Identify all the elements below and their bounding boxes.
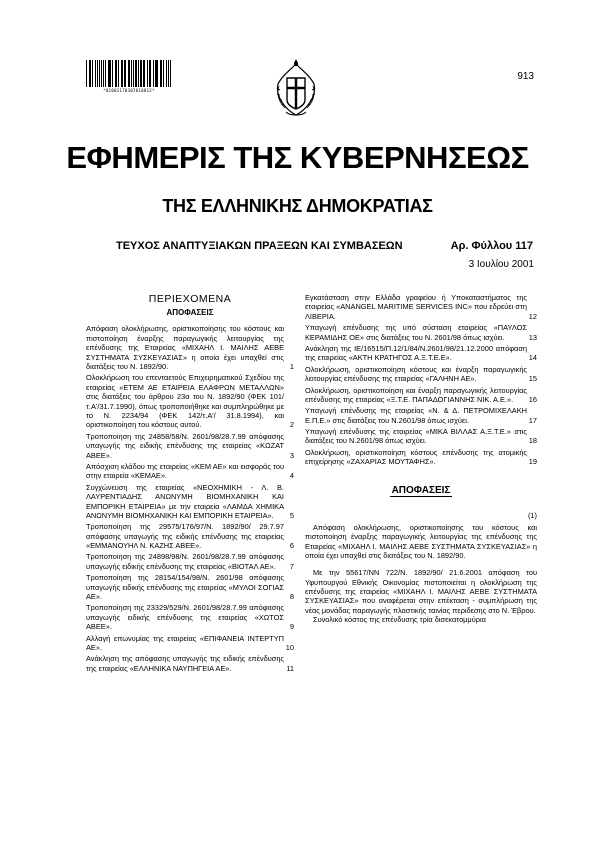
toc-entry-text: Τροποποίηση της 23329/529/Ν. 2601/98/28.7.99 απόφασης υπαγωγής ειδικής επένδυσης της εταιρείας «ΧΩΤΟΣ ΑΒΕΕ». [86, 603, 284, 632]
toc-entry-text: Εγκατάσταση στην Ελλάδα γραφείου ή Υποκαταστήματος της εταιρείας «ANANGEL MARITIME SERVICES INC» που εδρεύει στη ΛΙΒΕΡΙΑ. [305, 293, 527, 321]
barcode-text: *01001170307010012* [103, 88, 155, 93]
toc-entry-page: 17 [528, 415, 537, 425]
toc-entry [86, 654, 294, 673]
toc-entry-text: Τροποποίηση της 28154/154/98/Ν. 2601/98 απόφασης υπαγωγής ειδικής επένδυσης της εταιρείας «ΜΥΛΟΙ ΣΟΓΙΑΣ ΑΕ». [86, 573, 284, 602]
barcode-bar [109, 60, 111, 87]
toc-entry [86, 573, 294, 601]
barcode-bar [118, 60, 119, 87]
barcode-bar [143, 60, 144, 87]
toc-entry [305, 323, 537, 342]
toc-entry-page: 7 [289, 561, 294, 571]
barcode-bar [156, 60, 158, 87]
toc-entry-page: 19 [528, 457, 537, 467]
barcode-bar [128, 60, 129, 87]
barcode-bar [153, 60, 154, 87]
toc-entry-page: 5 [289, 510, 294, 520]
toc-heading: ΠΕΡΙΕΧΟΜΕΝΑ [148, 293, 232, 305]
toc-entry-page: 10 [285, 642, 294, 652]
barcode-bar [116, 60, 117, 87]
barcode-bar [144, 60, 145, 87]
barcode-bar [103, 60, 104, 87]
barcode-bar [90, 60, 91, 87]
toc-entry-text: Απόφαση ολοκλήρωσης, οριστικοποίησης του κόστους και πιστοποίηση έναρξης παραγωγικής λειτουργίας της επένδυσης της Εταιρείας «ΜΙΧΑΗΛ Ι. ΜΑΙΛΗΣ ΑΕΒΕ ΣΥΣΤΗΜΑΤΑ ΣΥΣΚΕΥΑΣΙΑΣ» η οποία έχει υπαχθεί στις διατάξεις του Ν. 1892/90. [86, 324, 284, 372]
toc-entry-text: Απόσχιση κλάδου της εταιρείας «ΚΕΜ ΑΕ» και εισφοράς του στην εταιρεία «ΚΕΜΑΕ». [86, 461, 284, 481]
barcode-bar [86, 60, 87, 87]
toc-entry-page: 2 [289, 420, 294, 430]
toc-entry-page: 14 [528, 353, 537, 363]
toc-entry-text: Τροποποίηση της 24898/98/Ν. 2601/98/28.7.99 απόφασης υπαγωγής ειδικής επένδυσης της εταιρείας «ΒΙΟΤΑΛ ΑΕ». [86, 552, 284, 571]
toc-entry-page: 12 [528, 311, 537, 321]
toc-entry [86, 522, 294, 550]
barcode-bar [150, 60, 151, 87]
toc-entry [86, 462, 294, 481]
toc-entry-text: Ανάκληση της απόφασης υπαγωγής της ειδικής επένδυσης της εταιρείας «ΕΛΛΗΝΙΚΑ ΝΑΥΠΗΓΕΙΑ ΑΕ». [86, 654, 284, 673]
toc-entry-page: 16 [528, 394, 537, 404]
toc-entry-page: 11 [286, 663, 294, 673]
barcode-bar [160, 60, 161, 87]
toc-entry-text: Αλλαγή επωνυμίας της εταιρείας «ΕΠΙΦΑΝΕΙΑ ΙΝΤΕΡΤΥΠ ΑΕ». [86, 633, 284, 652]
toc-entry-text: Ολοκλήρωση του επενταετούς Επιχειρηματικού Σχεδίου της εταιρείας «ΕΤΕΜ ΑΕ ΕΤΑΙΡΕΙΑ ΕΛΑΦΡΩΝ ΜΕΤΑΛΛΩΝ» στις διατάξεις του άρθρου 23α του Ν. 1892/90 (ΦΕΚ 101/τ.Α'/31.7.1990), όπως τροποποιήθηκε και συμπληρώθηκε με το Ν. 2234/94 (ΦΕΚ 142/τ.Α'/ 31.8.1994), και οριστικοποίηση του κόστους αυτού. [86, 373, 284, 430]
barcode-bar [129, 60, 130, 87]
toc-entry-text: Ολοκλήρωση, οριστικοποίηση κόστους επένδυσης της ατομικής επιχείρησης «ΖΑΧΑΡΙΑΣ ΜΟΥΤΑΦΗΣ». [305, 447, 527, 467]
barcode-bar [95, 60, 97, 87]
barcode-bar [108, 60, 109, 87]
barcode-bar [112, 60, 113, 87]
toc-entry [305, 365, 537, 384]
toc-entry-text: Υπαγωγή επένδυσης της εταιρείας «ΜΙΚΑ ΒΙΛΛΑΣ Α.Ξ.Τ.Ε.» στις διατάξεις του Ν.2601/98 όπως ισχύει. [305, 427, 527, 446]
toc-entry-text: Ολοκλήρωση, οριστικοποίηση και έναρξη παραγωγικής λειτουργίας επένδυσης της εταιρείας «Ξ.Τ.Ε. ΠΑΠΑΔΟΓΙΑΝΝΗΣ ΝΙΚ. Α.Ε.». [305, 385, 527, 404]
toc-left-column [86, 293, 294, 675]
toc-entry-text: Τροποποίηση της 24858/58/Ν. 2601/98/28.7.99 απόφασης υπαγωγής της ειδικής επένδυσης της εταιρείας «ΚΩΖΑΤ ΑΒΕΕ». [86, 431, 284, 460]
barcode-bar [122, 60, 123, 87]
toc-entry-text: Τροποποίηση της 29575/176/97/Ν. 1892/90/ 29.7.97 απόφασης υπαγωγής της ειδικής επένδυσης της εταιρείας «ΕΜΜΑΝΟΥΗΛ Ν. ΚΑΖΗΣ ΑΒΕΕ». [86, 522, 284, 551]
barcode-bar [149, 60, 150, 87]
coat-of-arms-icon [270, 58, 322, 121]
barcode-bar [131, 60, 132, 87]
toc-entry-text: Συγχώνευση της εταιρείας «ΝΕΟΧΗΜΙΚΗ - Λ. Β. ΛΑΥΡΕΝΤΙΑΔΗΣ ΑΝΩΝΥΜΗ ΒΙΟΜΗΧΑΝΙΚΗ ΚΑΙ ΕΜΠΟΡΙΚΗ ΕΤΑΙΡΕΙΑ» με την εταιρεία «ΛΑΜΔΑ ΧΗΜΙΚΑ ΑΝΩΝΥΜΗ ΒΙΟΜΗΧΑΝΙΚΗ ΚΑΙ ΕΜΠΟΡΙΚΗ ΕΤΑΙΡΕΙΑ». [86, 482, 284, 520]
toc-entry [86, 373, 294, 429]
toc-entry [86, 483, 294, 521]
barcode-bar [133, 60, 134, 87]
toc-entry-page: 18 [528, 436, 537, 446]
decision-body-paragraph: Συνολικό κόστος της επένδυσης τρία δισεκατομμύρια [313, 615, 486, 625]
issue-series: ΤΕΥΧΟΣ ΑΝΑΠΤΥΞΙΑΚΩΝ ΠΡΑΞΕΩΝ ΚΑΙ ΣΥΜΒΑΣΕΩΝ [116, 240, 403, 252]
right-column [305, 293, 537, 625]
barcode-bar [99, 60, 100, 87]
issue-date: 3 Ιουλίου 2001 [468, 259, 534, 270]
toc-entry-page: 1 [289, 362, 294, 372]
barcode [86, 60, 172, 87]
decision-number: (1) [527, 511, 537, 521]
toc-entry-text: Υπαγωγή επένδυσης της εταιρείας «Ν. & Δ. ΠΕΤΡΟΜΙΧΕΛΑΚΗ Ε.Π.Ε.» στις διατάξεις του Ν.2601/98 όπως ισχύει. [305, 406, 527, 425]
barcode-bar [168, 60, 169, 87]
gazette-title: ΕΦΗΜΕΡΙΣ ΤΗΣ ΚΥΒΕΡΝΗΣΕΩΣ [66, 140, 529, 175]
gazette-subtitle: ΤΗΣ ΕΛΛΗΝΙΚΗΣ ΔΗΜΟΚΡΑΤΙΑΣ [162, 196, 433, 216]
barcode-bar [89, 60, 90, 87]
barcode-bar [166, 60, 167, 87]
barcode-bar [155, 60, 156, 87]
decision-title: Απόφαση ολοκλήρωσης, οριστικοποίησης του κόστους και πιστοποίηση έναρξης παραγωγικής λειτουργίας της επένδυσης της Εταιρείας «ΜΙΧΑΗΛ Ι. ΜΑΙΛΗΣ ΑΕΒΕ ΣΥΣΤΗΜΑΤΑ ΣΥΣΚΕΥΑΣΙΑΣ» η οποία έχει υπαχθεί στις διατάξεις του Ν. 1892/90. [305, 522, 537, 560]
barcode-bar [170, 60, 171, 87]
toc-entry-page: 8 [289, 592, 294, 602]
toc-entry-text: Ολοκλήρωση, οριστικοποίηση κόστους και έναρξη παραγωγικής λειτουργίας επένδυσης της εταιρείας «ΓΑΛΗΝΗ ΑΕ». [305, 364, 527, 384]
toc-entry [305, 448, 537, 467]
decisions-heading-text: ΑΠΟΦΑΣΕΙΣ [391, 484, 451, 496]
barcode-bar [161, 60, 162, 87]
toc-list-left [86, 324, 294, 673]
toc-entry-text: Ανάκληση της ΙΕ/16515/Π.12/1/84/Ν.2601/98/21.12.2000 απόφαση της εταιρείας «ΑΚΤΗ ΚΡΑΤΗΓΟΣ Α.Ξ.Τ.Ε.Ε». [305, 343, 527, 363]
barcode-bar [124, 60, 126, 87]
barcode-bar [92, 60, 93, 87]
toc-entry [305, 344, 537, 363]
barcode-bar [105, 60, 106, 87]
toc-entry [86, 324, 294, 371]
barcode-bar [140, 60, 142, 87]
barcode-bar [163, 60, 164, 87]
toc-entry [86, 552, 294, 571]
toc-entry-page: 9 [289, 622, 294, 632]
toc-entry [86, 603, 294, 631]
toc-entry [86, 634, 294, 653]
toc-entry [305, 427, 537, 446]
toc-entry [305, 293, 537, 321]
toc-subheading: ΑΠΟΦΑΣΕΙΣ [166, 308, 214, 318]
barcode-bar [97, 60, 98, 87]
issue-sheet-number: Αρ. Φύλλου 117 [450, 240, 533, 252]
toc-entry [86, 432, 294, 460]
toc-entry [305, 406, 537, 425]
decision-body-paragraph: Με την 55617/ΝΝ 722/Ν. 1892/90/ 21.6.2001 απόφαση του Υφυπουργού Εθνικής Οικονομίας πιστοποιείται η ολοκλήρωση της επένδυσης της εταιρείας «ΜΙΧΑΗΛ Ι. ΜΑΙΛΗΣ ΑΕΒΕ ΣΥΣΤΗΜΑΤΑ ΣΥΣΚΕΥΑΣΙΑΣ» που αναφέρεται στην επέκταση - συμπλήρωση της νέας μονάδας παραγωγής πλαστικής ταινίας περιδεσης στο Ν. Έβρου. [305, 568, 537, 615]
toc-entry-text: Υπαγωγή επένδυσης της υπό σύσταση εταιρείας «ΠΑΥΛΟΣ ΚΕΡΑΜΙΔΗΣ ΟΕ» στις διατάξεις του Ν. 2601/98 όπως ισχύει. [305, 323, 527, 342]
toc-entry-page: 15 [528, 374, 537, 384]
page-number: 913 [517, 71, 534, 82]
decisions-heading [305, 485, 537, 498]
toc-list-right [305, 293, 537, 467]
barcode-bar [115, 60, 116, 87]
toc-entry-page: 13 [528, 332, 537, 342]
toc-entry-page: 3 [289, 450, 294, 460]
barcode-bar [147, 60, 148, 87]
barcode-bar [121, 60, 122, 87]
barcode-bar [101, 60, 102, 87]
toc-entry [305, 386, 537, 405]
barcode-bar [138, 60, 139, 87]
barcode-bar [135, 60, 136, 87]
toc-entry-page: 6 [289, 541, 294, 551]
toc-entry-page: 4 [289, 471, 294, 481]
